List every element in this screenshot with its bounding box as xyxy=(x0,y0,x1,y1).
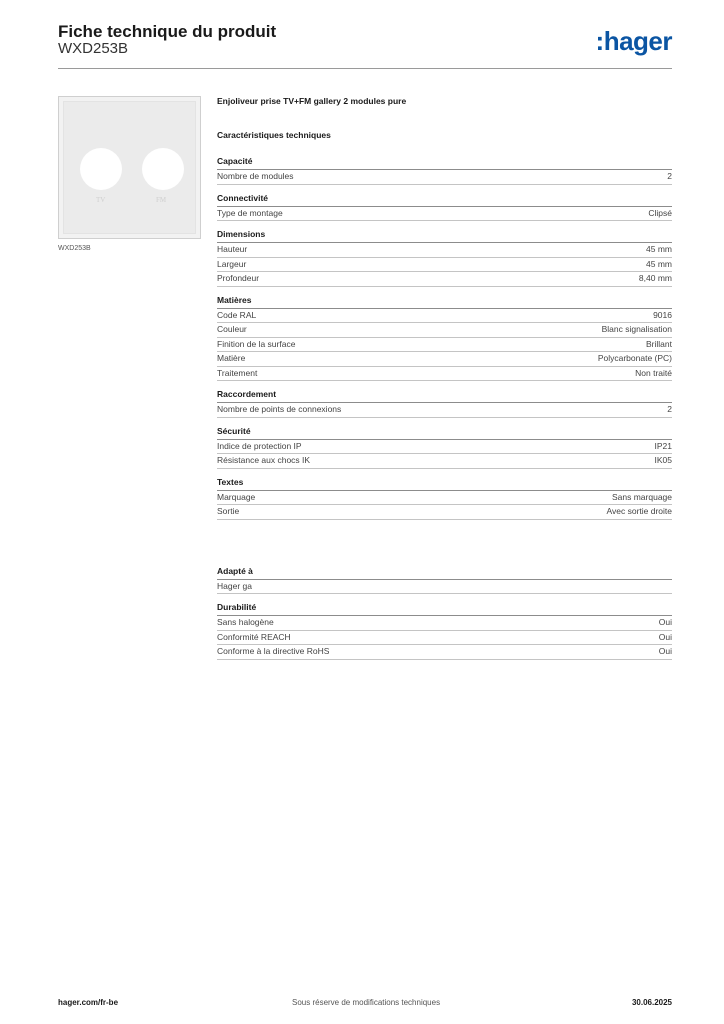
spec-row xyxy=(217,170,672,185)
footer-date: 30.06.2025 xyxy=(631,998,672,1007)
footer-disclaimer: Sous réserve de modifications techniques xyxy=(292,998,441,1007)
spec-row xyxy=(217,243,672,258)
spec-label: Nombre de points de connexions xyxy=(217,404,342,414)
spec-content xyxy=(217,96,672,660)
cover-plate xyxy=(63,101,196,234)
spec-row xyxy=(217,631,672,646)
spec-row xyxy=(217,352,672,367)
spec-row xyxy=(217,272,672,287)
spec-label: Largeur xyxy=(217,258,247,269)
spec-label: Profondeur xyxy=(217,273,260,283)
spec-value: Polycarbonate (PC) xyxy=(597,353,672,363)
spec-row xyxy=(217,440,672,455)
spec-label: Indice de protection IP xyxy=(217,440,302,451)
image-caption: WXD253B xyxy=(58,245,91,252)
group-title: Sécurité xyxy=(217,418,672,440)
spec-value: 8,40 mm xyxy=(638,273,672,283)
spec-label: Hauteur xyxy=(217,244,248,254)
spec-label: Matière xyxy=(217,353,246,363)
spec-row xyxy=(217,580,672,595)
spec-value: Oui xyxy=(658,646,672,656)
section-heading: Caractéristiques techniques xyxy=(217,130,331,140)
section-spacer xyxy=(217,520,672,558)
spec-value: IK05 xyxy=(654,455,672,465)
spec-groups xyxy=(217,142,672,660)
group-title: Connectivité xyxy=(217,185,672,207)
spec-row xyxy=(217,505,672,520)
group-title: Textes xyxy=(217,469,672,491)
spec-label: Hager ga xyxy=(217,580,252,591)
spec-row xyxy=(217,367,672,382)
spec-value: Oui xyxy=(658,631,672,642)
spec-value: 45 mm xyxy=(646,244,672,254)
spec-label: Marquage xyxy=(217,491,256,502)
spec-label: Type de montage xyxy=(217,207,283,218)
spec-label: Finition de la surface xyxy=(217,338,296,349)
group-title: Adapté à xyxy=(217,558,672,580)
spec-row xyxy=(217,454,672,469)
product-image xyxy=(58,96,201,239)
spec-value: Oui xyxy=(658,617,672,627)
spec-value: Sans marquage xyxy=(611,491,672,502)
spec-value: Clipsé xyxy=(648,207,672,218)
group-title: Raccordement xyxy=(217,381,672,403)
tv-marking: TV xyxy=(96,196,106,204)
group-title: Durabilité xyxy=(217,594,672,616)
spec-row xyxy=(217,323,672,338)
spec-label: Code RAL xyxy=(217,309,257,320)
spec-row xyxy=(217,258,672,273)
header-divider xyxy=(58,68,672,69)
spec-value: 45 mm xyxy=(646,258,672,269)
spec-label: Traitement xyxy=(217,367,258,378)
document-title: Fiche technique du produit xyxy=(58,22,277,41)
spec-row xyxy=(217,616,672,631)
spec-label: Nombre de modules xyxy=(217,171,294,181)
hager-logo: :hager xyxy=(595,26,672,56)
spec-label: Sans halogène xyxy=(217,617,274,627)
spec-row xyxy=(217,403,672,418)
spec-label: Sortie xyxy=(217,506,240,516)
footer-website: hager.com/fr-be xyxy=(58,998,119,1007)
group-title: Capacité xyxy=(217,142,672,170)
spec-label: Conforme à la directive RoHS xyxy=(217,646,330,656)
spec-value: IP21 xyxy=(654,440,672,451)
spec-value: 2 xyxy=(667,404,672,414)
spec-label: Résistance aux chocs IK xyxy=(217,455,311,465)
spec-value: 9016 xyxy=(653,309,672,320)
product-code: WXD253B xyxy=(58,40,129,57)
spec-row xyxy=(217,207,672,222)
spec-row xyxy=(217,338,672,353)
fm-socket-hole xyxy=(142,148,184,190)
group-title: Matières xyxy=(217,287,672,309)
group-title: Dimensions xyxy=(217,221,672,243)
spec-row xyxy=(217,645,672,660)
spec-value: Non traité xyxy=(635,367,672,378)
spec-row xyxy=(217,491,672,506)
spec-value: Avec sortie droite xyxy=(606,506,672,516)
spec-value: Brillant xyxy=(646,338,672,349)
spec-value: Blanc signalisation xyxy=(601,324,672,334)
tv-socket-hole xyxy=(80,148,122,190)
spec-row xyxy=(217,309,672,324)
product-name: Enjoliveur prise TV+FM gallery 2 modules pure xyxy=(217,96,407,106)
spec-label: Conformité REACH xyxy=(217,631,291,642)
spec-value: 2 xyxy=(667,171,672,181)
fm-marking: FM xyxy=(156,196,167,204)
spec-label: Couleur xyxy=(217,324,247,334)
